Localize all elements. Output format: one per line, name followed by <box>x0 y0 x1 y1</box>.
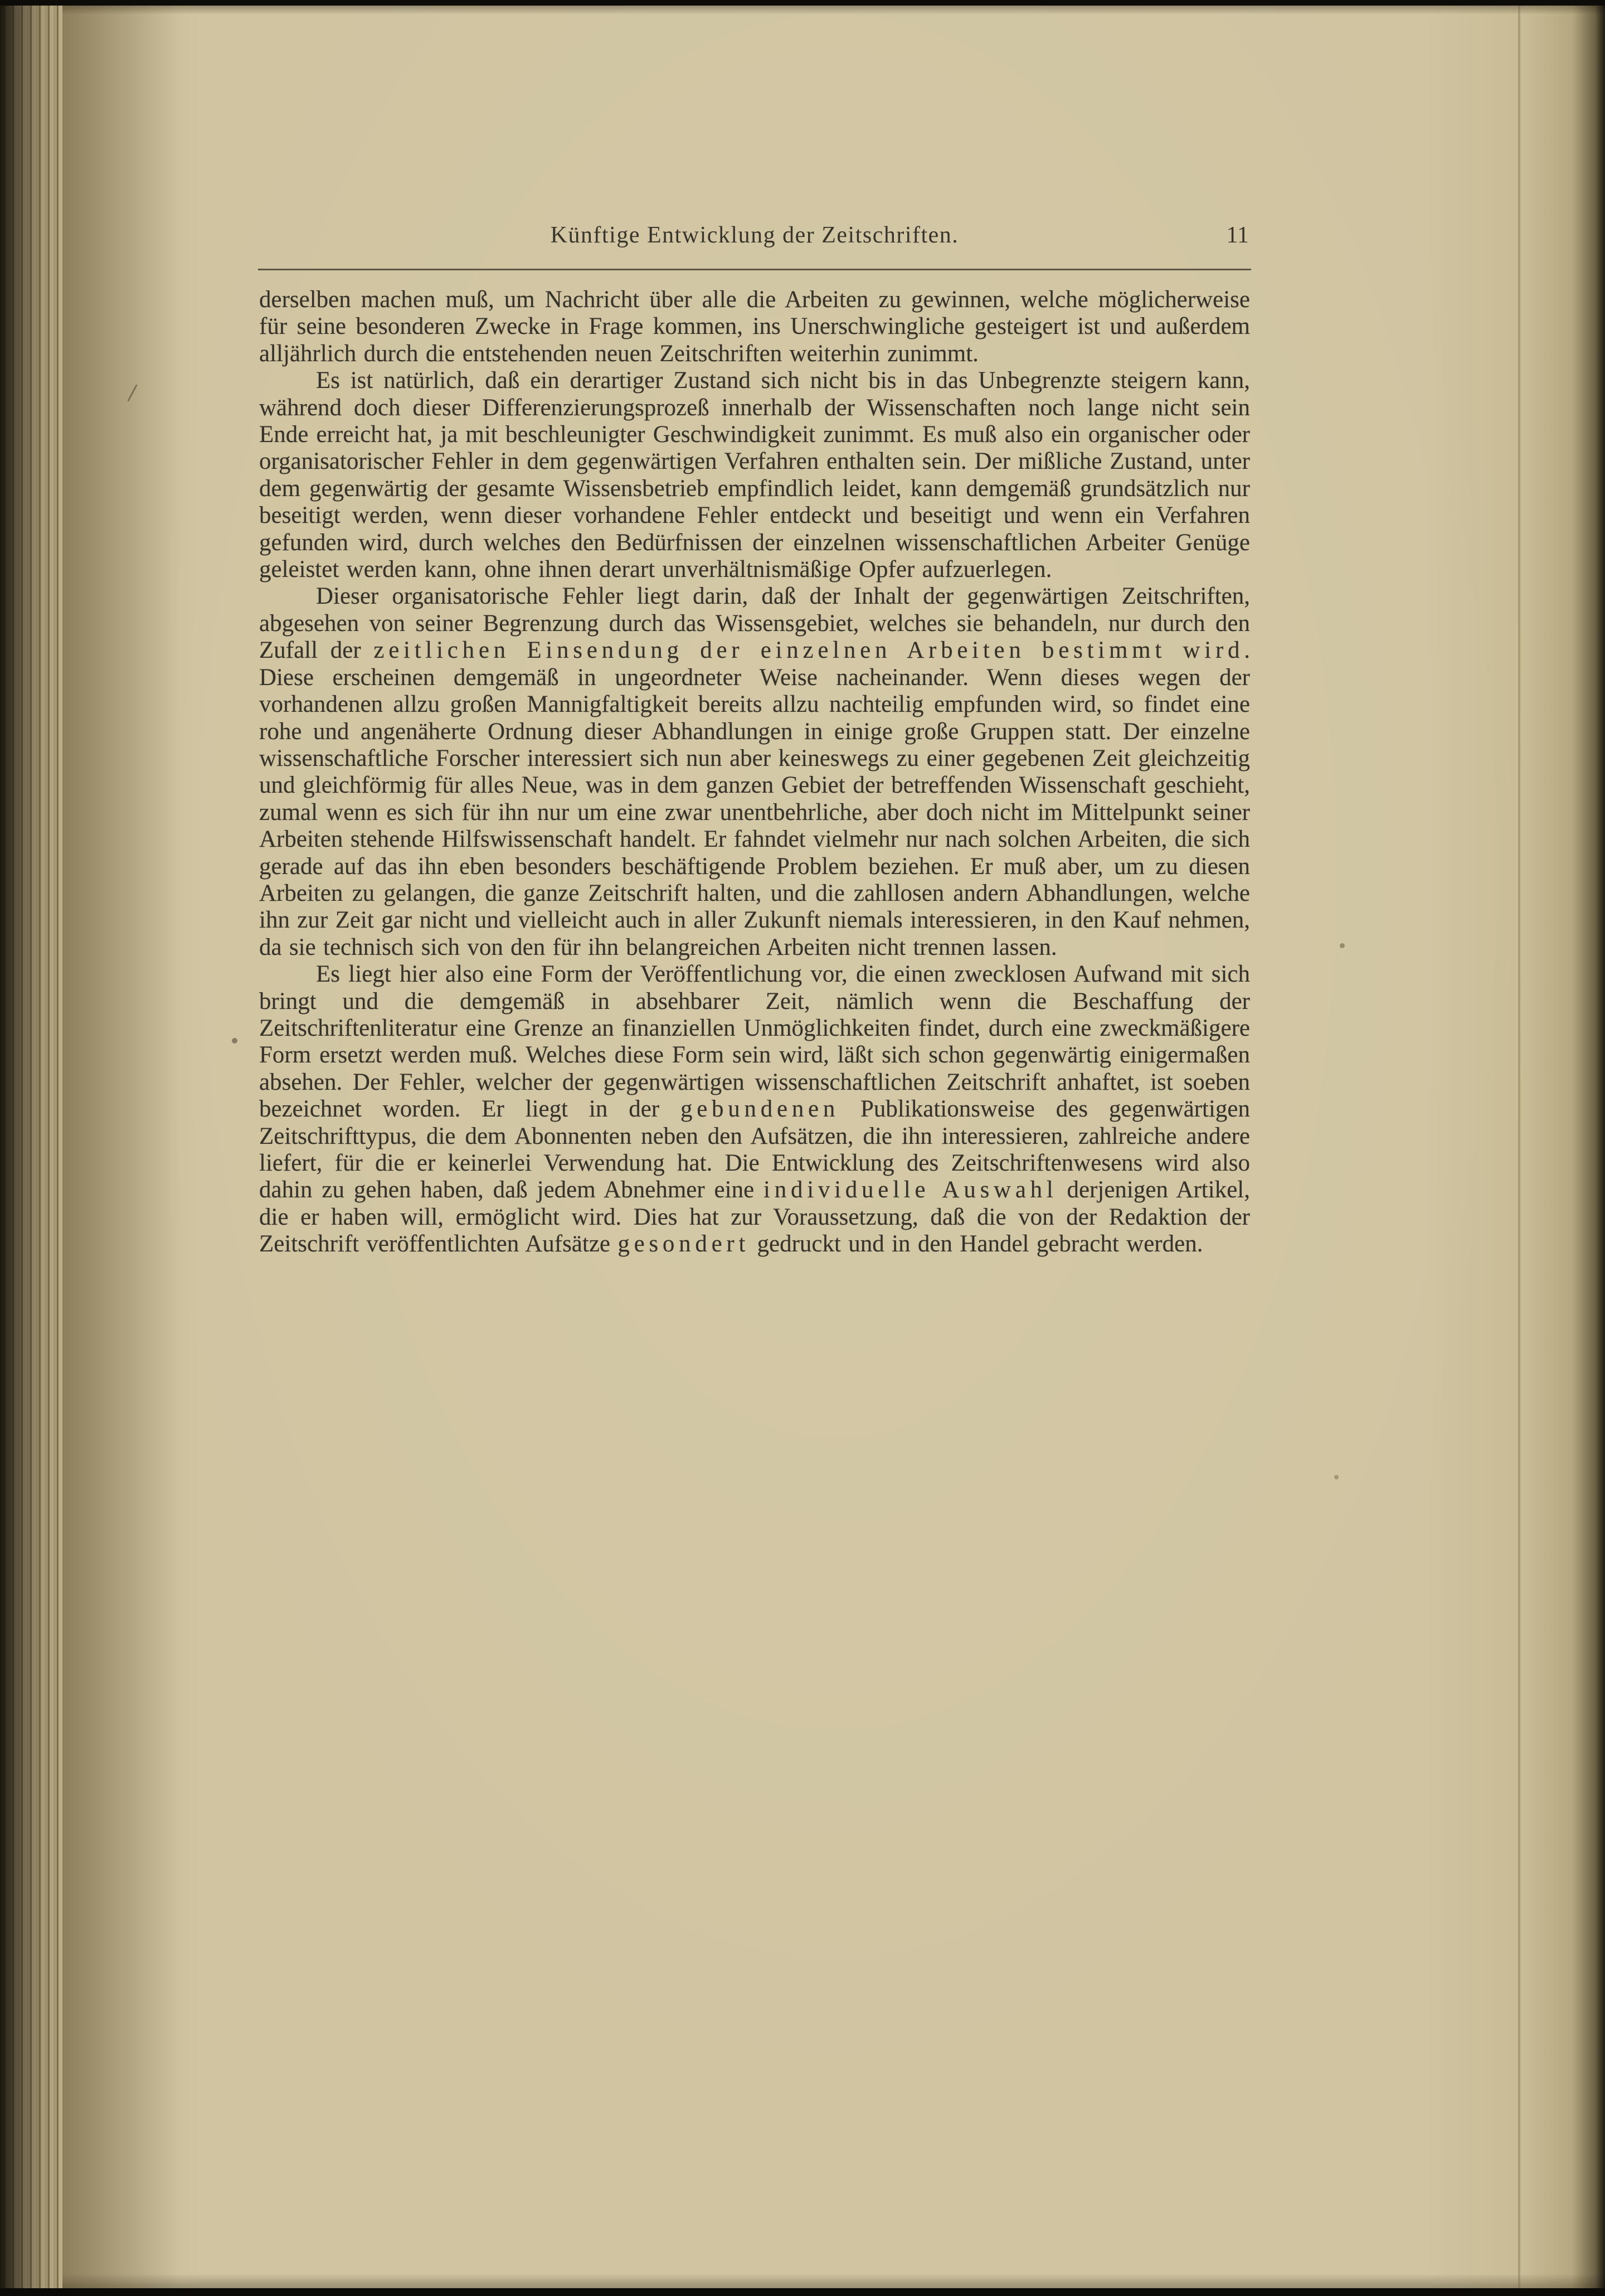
letterspaced-emphasis: gebundenen <box>680 1096 840 1123</box>
body-text-segment: Publikationsweise des gegenwärtigen Zeitschrifttypus, die dem Abonnenten neben den Aufsätzen, die ihn interessieren, zahlreiche andere liefert, für die er keinerlei Verwendung hat. Die Entwicklung des Zeitschriftenwesens wird also dahin zu gehen haben, daß jedem Abnehmer eine <box>259 1096 1251 1203</box>
paragraph <box>259 287 1250 367</box>
page-number: 11 <box>1226 222 1249 248</box>
body-text-segment: Es liegt hier also eine Form der Veröffentlichung vor, die einen zwecklosen Aufwand mit sich bringt und die demgemäß in absehbarer Zeit, nämlich wenn die Beschaffung der Zeitschriftenliteratur eine Grenze an finanziellen Unmöglichkeiten findet, durch eine zweckmäßigere Form ersetzt werden muß. Welches diese Form sein wird, läßt sich schon gegenwärtig einigermaßen absehen. Der Fehler, welcher der gegenwärtigen wissenschaftlichen Zeitschrift anhaftet, ist soeben bezeichnet worden. Er liegt in der <box>259 961 1250 1123</box>
running-title: Künftige Entwicklung der Zeitschriften. <box>550 222 959 248</box>
running-head <box>259 222 1250 256</box>
body-text-segment: Es ist natürlich, daß ein derartiger Zustand sich nicht bis in das Unbegrenzte steigern kann, während doch dieser Differenzierungsprozeß innerhalb der Wissenschaften noch lange nicht sein Ende erreicht hat, ja mit beschleunigter Geschwindigkeit zunimmt. Es muß also ein organischer oder organisatorischer Fehler in dem gegenwärtigen Verfahren enthalten sein. Der mißliche Zustand, unter dem gegenwärtig der gesamte Wissensbetrieb empfindlich leidet, kann demgemäß grundsätzlich nur beseitigt werden, wenn dieser vorhandene Fehler entdeckt und beseitigt und wenn ein Verfahren gefunden wird, durch welches den Bedürfnissen der einzelnen wissenschaftlichen Arbeiter Genüge geleistet werden kann, ohne ihnen derart unverhältnismäßige Opfer aufzuerlegen. <box>259 367 1250 583</box>
body-text-segment: derjenigen Artikel, die er haben will, ermöglicht wird. Dies hat zur Voraussetzung, daß die von der Redaktion der Zeitschrift veröffentlichten Aufsätze <box>259 1177 1250 1258</box>
right-page-edge <box>1572 0 1605 2296</box>
binding-page-edges <box>0 0 62 2296</box>
paragraph <box>259 367 1250 583</box>
letterspaced-emphasis: zeitlichen Einsendung der einzelnen Arbeiten bestimmt wird <box>373 637 1244 664</box>
page-body <box>259 287 1250 1258</box>
letterspaced-emphasis: individuelle Auswahl <box>763 1177 1058 1203</box>
paragraph <box>259 583 1250 961</box>
body-text-segment: Dieser organisatorische Fehler liegt darin, daß der Inhalt der gegenwärtigen Zeitschriften, abgesehen von seiner Begrenzung durch das Wissensgebiet, welches sie behandeln, nur durch den Zufall der <box>259 583 1250 664</box>
body-text-segment: derselben machen muß, um Nachricht über alle die Arbeiten zu gewinnen, welche möglicherweise für seine besonderen Zwecke in Frage kommen, ins Unerschwingliche gesteigert ist und außerdem alljährlich durch die entstehenden neuen Zeitschriften weiterhin zunimmt. <box>259 287 1250 367</box>
gutter-shadow <box>62 0 179 2296</box>
letterspaced-emphasis: gesondert <box>617 1231 750 1258</box>
paper-speck <box>1334 1475 1339 1479</box>
paper-speck <box>1340 943 1345 948</box>
paragraph <box>259 961 1250 1258</box>
paper-speck <box>232 1038 237 1043</box>
body-text-segment: gedruckt und in den Handel gebracht werden. <box>750 1231 1203 1258</box>
header-rule <box>258 269 1251 270</box>
scan-top-edge <box>0 0 1605 6</box>
body-text-segment: . Diese erscheinen demgemäß in ungeordneter Weise nacheinander. Wenn dieses wegen der vorhandenen allzu großen Mannigfaltigkeit bereits allzu nachteilig empfunden wird, so findet eine rohe und angenäherte Ordnung dieser Abhandlungen in einige große Gruppen statt. Der einzelne wissenschaftliche Forscher interessiert sich nun aber keineswegs zu einer gegebenen Zeit gleichzeitig und gleichförmig für alles Neue, was in dem ganzen Gebiet der betreffenden Wissenschaft geschieht, zumal wenn es sich für ihn nur um eine zwar unentbehrliche, aber doch nicht im Mittelpunkt seiner Arbeiten stehende Hilfswissenschaft handelt. Er fahndet vielmehr nur nach solchen Arbeiten, die sich gerade auf das ihn eben besonders beschäftigende Problem beziehen. Er muß aber, um zu diesen Arbeiten zu gelangen, die ganze Zeitschrift halten, und die zahllosen andern Abhandlungen, welche ihn zur Zeit gar nicht und vielleicht auch in aller Zukunft niemals interessieren, in den Kauf nehmen, da sie technisch sich von den für ihn belangreichen Arbeiten nicht trennen lassen. <box>259 637 1250 960</box>
scan-bottom-edge <box>0 2288 1605 2296</box>
page-fold-line <box>1518 0 1520 2296</box>
